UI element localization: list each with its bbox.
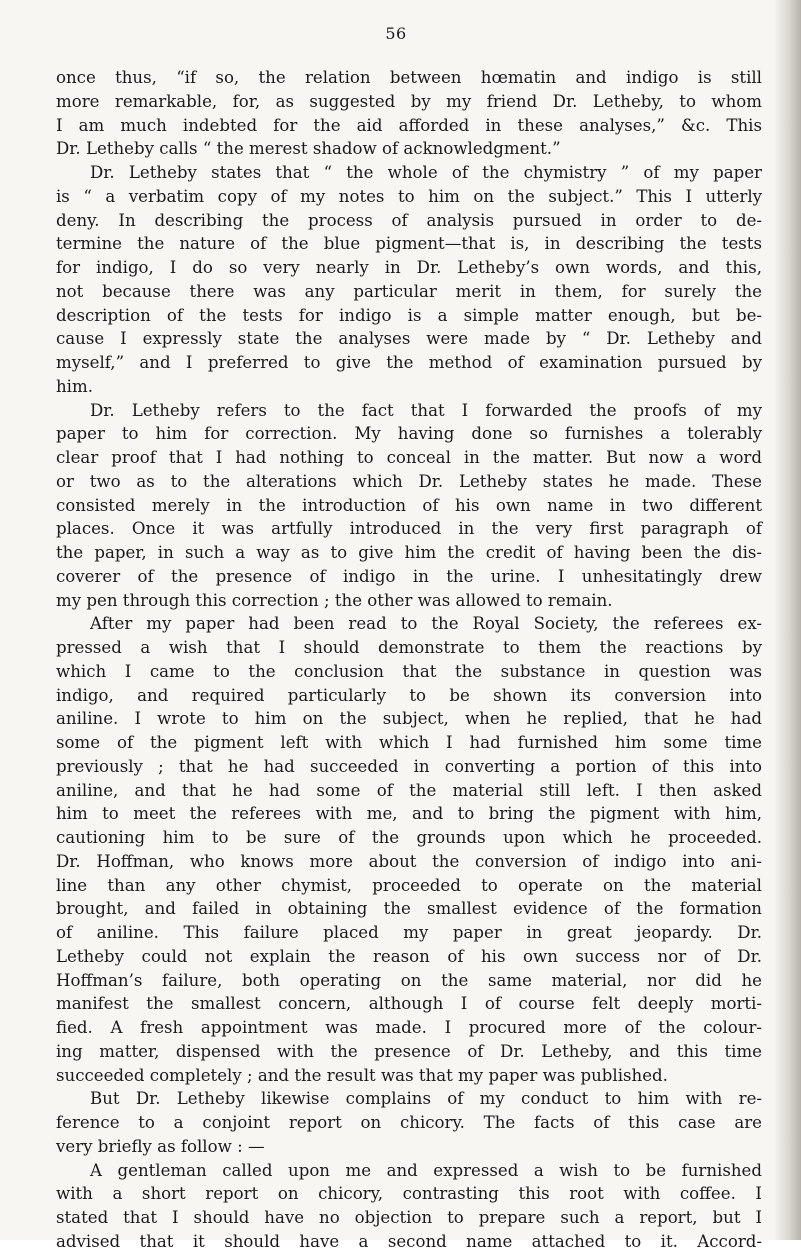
text-line: advised that it should have a second name attached to it. Accord- [56,1231,762,1251]
text-line: brought, and failed in obtaining the smallest evidence of the formation [56,899,762,919]
text-line: of aniline. This failure placed my paper in great jeopardy. Dr. [56,923,762,942]
text-line: I am much indebted for the aid afforded in these analyses,” &c. This [56,115,762,135]
text-line: description of the tests for indigo is a simple matter enough, but be- [56,305,762,325]
text-line: line than any other chymist, proceeded to operate on the material [56,875,762,895]
text-line: aniline. I wrote to him on the subject, when he replied, that he had [56,709,762,729]
text-line: not because there was any particular merit in them, for surely the [56,281,762,301]
text-line: cautioning him to be sure of the grounds upon which he proceeded. [56,828,762,847]
text-line: once thus, “if so, the relation between hœmatin and indigo is still [56,68,762,87]
text-line: Dr. Hoffman, who knows more about the conversion of indigo into ani- [56,851,762,871]
text-line: which I came to the conclusion that the substance in question was [56,661,762,681]
text-line: the paper, in such a way as to give him the credit of having been the dis- [56,543,762,562]
text-line: for indigo, I do so very nearly in Dr. Letheby’s own words, and this, [56,258,762,277]
text-line: very briefly as follow : — [56,1136,265,1156]
text-line: consisted merely in the introduction of his own name in two different [56,495,762,515]
text-line: ing matter, dispensed with the presence of Dr. Letheby, and this time [56,1041,762,1061]
text-line: Hoffman’s failure, both operating on the same material, nor did he [56,970,762,990]
text-line: manifest the smallest concern, although I of course felt deeply morti- [56,994,762,1014]
text-line: him to meet the referees with me, and to bring the pigment with him, [56,804,762,824]
text-line: Dr. Letheby states that “ the whole of the chymistry ” of my paper [90,163,762,182]
text-line: him. [56,376,94,396]
text-line: termine the nature of the blue pigment—that is, in describing the tests [56,234,762,254]
text-line: is “ a verbatim copy of my notes to him on the subject.” This I utterly [56,186,762,206]
text-line: succeeded completely ; and the result was that my paper was published. [56,1065,668,1085]
text-line: But Dr. Letheby likewise complains of my conduct to him with re- [90,1089,762,1109]
text-line: myself,” and I preferred to give the method of examination pursued by [56,353,762,372]
text-line: Dr. Letheby calls “ the merest shadow of acknowledgment.” [56,139,561,159]
text-line: aniline, and that he had some of the material still left. I then asked [56,780,762,800]
text-line: some of the pigment left with which I had furnished him some time [56,733,762,752]
text-line: deny. In describing the process of analysis pursued in order to de- [56,210,762,230]
text-line: coverer of the presence of indigo in the urine. I unhesitatingly drew [56,566,762,586]
text-line: pressed a wish that I should demonstrate to them the reactions by [56,638,762,657]
text-line: After my paper had been read to the Royal Society, the referees ex- [90,614,762,634]
text-line: with a short report on chicory, contrasting this root with coffee. I [56,1184,762,1204]
text-line: stated that I should have no objection to prepare such a report, but I [56,1208,762,1227]
text-line: Letheby could not explain the reason of his own success nor of Dr. [56,946,762,966]
page-body-text [56,66,762,1254]
text-line: paper to him for correction. My having done so furnishes a tolerably [56,424,762,444]
text-line: clear proof that I had nothing to conceal in the matter. But now a word [56,448,762,467]
text-line: more remarkable, for, as suggested by my friend Dr. Letheby, to whom [56,91,762,111]
page-number: 56 [385,24,407,43]
text-line: indigo, and required particularly to be shown its conversion into [56,685,762,705]
text-line: cause I expressly state the analyses were made by “ Dr. Letheby and [56,329,762,349]
page-edge-shadow [775,0,801,1240]
text-line: Dr. Letheby refers to the fact that I forwarded the proofs of my [90,400,762,420]
text-line: fied. A fresh appointment was made. I procured more of the colour- [56,1018,762,1037]
text-line: A gentleman called upon me and expressed a wish to be furnished [90,1160,762,1180]
text-line: ference to a conjoint report on chicory. The facts of this case are [56,1113,762,1132]
text-line: previously ; that he had succeeded in converting a portion of this into [56,756,762,776]
text-line: my pen through this correction ; the other was allowed to remain. [56,590,613,610]
text-line: places. Once it was artfully introduced in the very first paragraph of [56,519,762,539]
text-line: or two as to the alterations which Dr. Letheby states he made. These [56,471,762,491]
